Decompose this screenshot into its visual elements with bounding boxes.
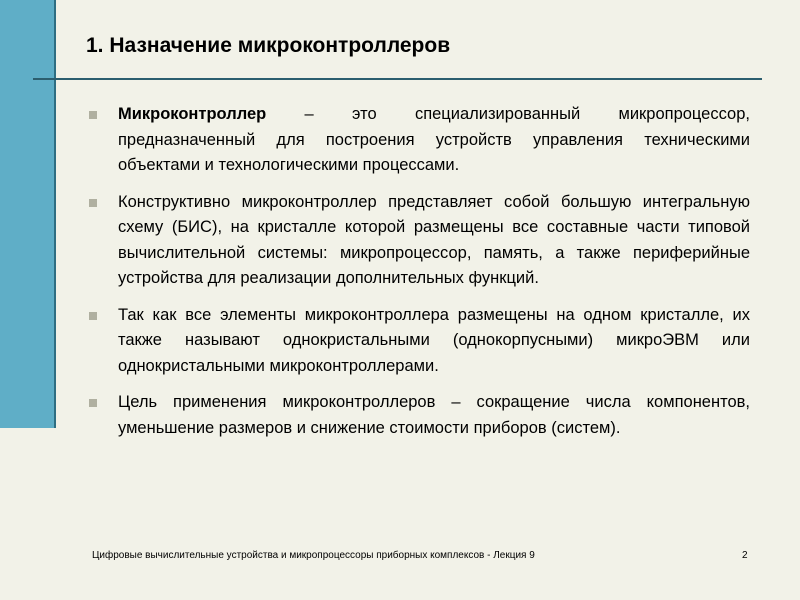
bullet-text: – это специализированный микропроцессор, предназначенный для построения устройств управления техническими объектами и технологическими процессами. [118,105,750,174]
bullet-term: Микроконтроллер [118,105,267,123]
bullet-item [86,190,750,292]
title-divider [33,78,762,80]
slide-title: 1. Назначение микроконтроллеров [86,34,451,57]
bullet-item [86,390,750,441]
footer-text: Цифровые вычислительные устройства и микропроцессоры приборных комплексов - Лекция 9 [92,550,535,561]
square-bullet-icon [89,312,97,320]
bullet-text: Цель применения микроконтроллеров – сокращение числа компонентов, уменьшение размеров и снижение стоимости приборов (систем). [118,393,750,437]
bullet-item [86,303,750,380]
square-bullet-icon [89,199,97,207]
page-number: 2 [742,550,748,561]
bullet-text: Так как все элементы микроконтроллера размещены на одном кристалле, их также называют однокристальными (однокорпусными) микроЭВМ или однокристальными микроконтроллерами. [118,305,750,375]
bullet-list [86,102,750,452]
left-accent-bar [0,0,56,428]
bullet-text: Конструктивно микроконтроллер представляет собой большую интегральную схему (БИС), на кристалле которой размещены все составные части типовой вычислительной системы: микропроцессор, память, а также периферийные устройства для реализации дополнительных функций. [118,192,750,287]
square-bullet-icon [89,111,97,119]
bullet-item [86,102,750,179]
square-bullet-icon [89,399,97,407]
